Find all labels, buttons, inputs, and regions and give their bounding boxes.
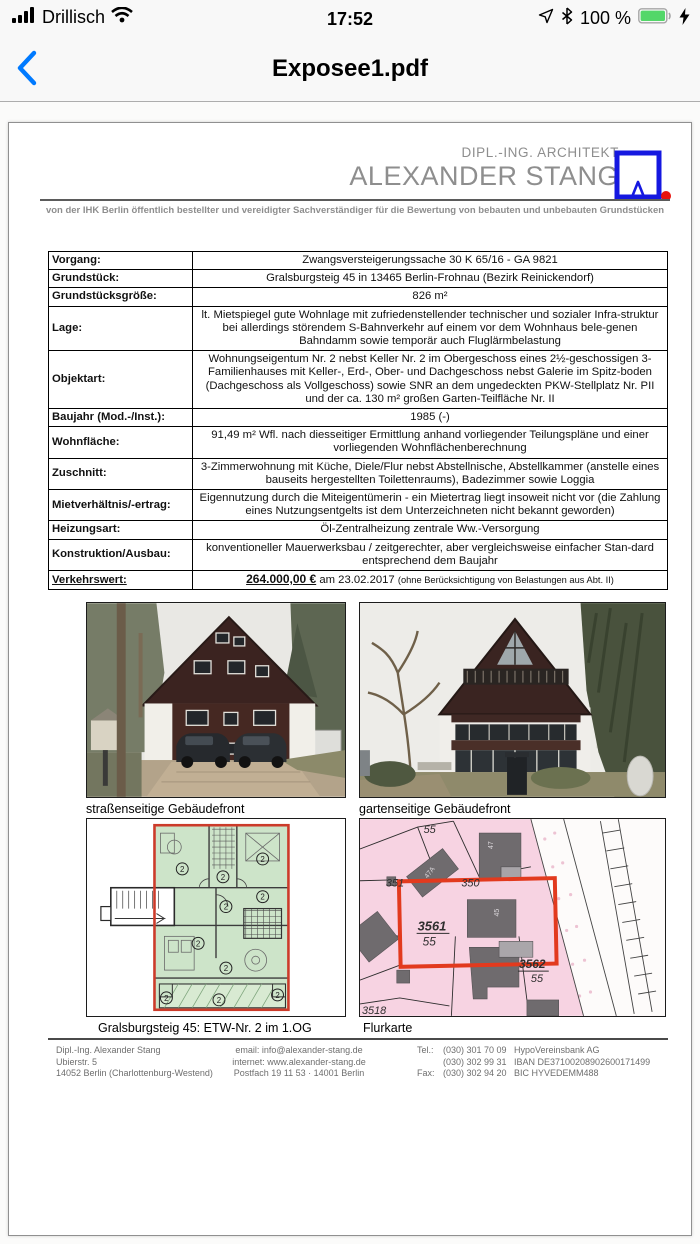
ios-chrome: [0, 0, 700, 102]
plan-unit-marker: 2: [223, 964, 229, 974]
pdf-page: [8, 122, 692, 1236]
footer-postbox: Postfach 19 11 53 · 14001 Berlin: [233, 1068, 365, 1078]
battery-icon: [638, 8, 672, 29]
valuation-date: am 23.02.2017: [316, 574, 398, 587]
row-label: Grundstück:: [49, 270, 193, 288]
street-photo-caption: straßenseitige Gebäudefront: [86, 802, 245, 816]
footer-email: email: info@alexander-stang.de: [235, 1045, 363, 1055]
row-value: Öl-Zentralheizung zentrale Ww.-Versorgung: [193, 521, 668, 539]
row-label: Wohnfläche:: [49, 427, 193, 458]
bank-bic: BIC HYVEDEMM488: [514, 1068, 599, 1078]
footer-line: [417, 1057, 507, 1069]
plan-unit-marker: 2: [223, 902, 229, 912]
letterhead-tagline: von der IHK Berlin öffentlich bestellter und vereidigter Sachverständiger für die Bewertung von bebauten und unbebauten Grundstücken: [45, 205, 665, 216]
letterhead-name: ALEXANDER STANG: [349, 161, 619, 191]
document-title: Exposee1.pdf: [271, 55, 429, 82]
row-value: 3-Zimmerwohnung mit Küche, Diele/Flur nebst Abstellnische, Abstellkammer (anstelle eines bauseits hergestellten Toilettenraums), Badezimmer sowie Loggia: [193, 458, 668, 489]
plan-unit-marker: 2: [164, 993, 169, 1003]
row-value: 1985 (-): [193, 409, 668, 427]
plan-unit-marker: 2: [260, 854, 265, 864]
row-value: [193, 571, 668, 590]
map-building-45: 45: [494, 908, 502, 917]
table-row-verkehrswert: [49, 571, 668, 590]
letterhead: [349, 145, 619, 192]
map-building-47a: 47A: [423, 865, 437, 880]
plan-unit-marker: 2: [195, 939, 201, 949]
map-caption: Flurkarte: [363, 1021, 413, 1035]
plan-unit-marker: 2: [220, 872, 226, 882]
map-label-3561-denominator: 55: [422, 934, 436, 949]
location-arrow-icon: [538, 8, 554, 29]
footer-line: 14052 Berlin (Charlottenburg-Westend): [56, 1068, 213, 1078]
row-value: konventioneller Mauerwerksbau / zeitgerechter, aber vergleichsweise einfacher Stan-dard entsprechend dem Baujahr: [193, 539, 668, 570]
row-value: Zwangsversteigerungssache 30 K 65/16 - GA 9821: [193, 252, 668, 270]
footer-website: internet: www.alexander-stang.de: [232, 1056, 366, 1067]
row-value: Wohnungseigentum Nr. 2 nebst Keller Nr. 2 im Obergeschoss eines 2½-geschossigen 3-Familienhauses mit Keller-, Erd-, Ober- und Dachgeschoss nebst Galerie im Spitz-boden (Dachgeschoss als Vollgeschoss) sowie SNR an dem ungedeckten PKW-Stellplatz Nr. PII und der ca. 130 m² großen Garten-Teilfläche Nr. II: [193, 351, 668, 409]
table-row: [49, 539, 668, 570]
footer-line: Ubierstr. 5: [56, 1056, 98, 1067]
row-value: Eigennutzung durch die Miteigentümerin - ein Mietertrag liegt insoweit nicht vor (die Zahlung eines Nutzungsentgelts ist dem Unterzeichneten nicht bekannt geworden): [193, 490, 668, 521]
footer-phone: [417, 1045, 507, 1080]
map-label-3518: 3518: [361, 1004, 387, 1016]
letterhead-profession: DIPL.-ING. ARCHITEKT: [461, 145, 619, 160]
row-label: Verkehrswert:: [49, 571, 193, 590]
map-label-351: 351: [385, 877, 405, 890]
footer-rule: [48, 1038, 668, 1040]
pdf-scroll-area[interactable]: [0, 102, 700, 1244]
clock: 17:52: [326, 9, 374, 29]
row-value: Gralsburgsteig 45 in 13465 Berlin-Frohnau (Bezirk Reinickendorf): [193, 270, 668, 288]
row-label: Heizungsart:: [49, 521, 193, 539]
table-row: [49, 252, 668, 270]
battery-percent-label: 100 %: [579, 8, 631, 28]
row-value: 91,49 m² Wfl. nach diesseitiger Ermittlung anhand vorliegender Teilungspläne und einer vorliegenden Wohnflächenberechnung: [193, 427, 668, 458]
phone-number: (030) 301 70 09: [443, 1045, 507, 1055]
table-row: [49, 521, 668, 539]
footer-contact: [219, 1045, 379, 1080]
plan-unit-marker: 2: [260, 892, 265, 902]
bank-name: HypoVereinsbank AG: [514, 1045, 600, 1055]
row-label: Objektart:: [49, 351, 193, 409]
phone-number: (030) 302 94 20: [443, 1068, 507, 1078]
cadastral-map-figure: [359, 818, 666, 1017]
street-facade-photo: [86, 602, 346, 798]
floor-plan-figure: [86, 818, 346, 1017]
row-label: Konstruktion/Ausbau:: [49, 539, 193, 570]
plan-unit-marker: 2: [275, 990, 280, 1000]
phone-number: (030) 302 99 31: [443, 1056, 507, 1067]
table-row: [49, 490, 668, 521]
row-label: Lage:: [49, 306, 193, 351]
row-value: lt. Mietspiegel gute Wohnlage mit zufriedenstellender technischer und sozialer Infra-struktur bei allerdings störendem S-Bahnverkehr auf einem vor dem Wohnhaus bele-genen Bahndamm sowie temporär auch Fluglärmbelastung: [193, 306, 668, 351]
plan-unit-marker: 2: [216, 995, 222, 1005]
table-row: [49, 458, 668, 489]
plan-unit-marker: 2: [180, 864, 185, 874]
map-label-3562-denominator: 55: [530, 973, 544, 986]
table-row: [49, 270, 668, 288]
property-facts-table: [48, 251, 668, 590]
row-label: Grundstücksgröße:: [49, 288, 193, 306]
floor-plan-caption: Gralsburgsteig 45: ETW-Nr. 2 im 1.OG: [98, 1021, 312, 1035]
phone-label: Fax:: [417, 1068, 435, 1078]
row-label: Vorgang:: [49, 252, 193, 270]
charging-bolt-icon: [679, 8, 690, 30]
footer-line: [417, 1045, 507, 1057]
table-row: [49, 427, 668, 458]
footer-line: [417, 1068, 507, 1080]
table-row: [49, 288, 668, 306]
footer-address: [56, 1045, 213, 1080]
garden-facade-photo: [359, 602, 666, 798]
phone-label: Tel.:: [417, 1045, 434, 1055]
bluetooth-icon: [561, 7, 573, 30]
nav-bar: [0, 40, 700, 101]
bank-iban: IBAN DE37100208902600171499: [514, 1056, 651, 1067]
row-label: Mietverhältnis/-ertrag:: [49, 490, 193, 521]
status-bar: [0, 0, 700, 40]
table-row: [49, 409, 668, 427]
map-label-3562: 3562: [518, 957, 546, 972]
row-label: Zuschnitt:: [49, 458, 193, 489]
table-row: [49, 306, 668, 351]
garden-photo-caption: gartenseitige Gebäudefront: [359, 802, 511, 816]
market-value: 264.000,00 €: [246, 572, 317, 587]
row-label: Baujahr (Mod.-/Inst.):: [49, 409, 193, 427]
footer-line: Dipl.-Ing. Alexander Stang: [56, 1045, 161, 1055]
table-row: [49, 351, 668, 409]
valuation-note: (ohne Berücksichtigung von Belastungen aus Abt. II): [397, 575, 614, 586]
map-label-3561: 3561: [417, 918, 447, 934]
row-value: 826 m²: [193, 288, 668, 306]
map-label-350: 350: [461, 877, 480, 890]
letterhead-rule: [40, 199, 670, 201]
map-label-55: 55: [423, 824, 436, 837]
map-building-47: 47: [488, 841, 496, 849]
footer-bank: [514, 1045, 650, 1080]
carrier-label: Drillisch: [42, 7, 105, 27]
